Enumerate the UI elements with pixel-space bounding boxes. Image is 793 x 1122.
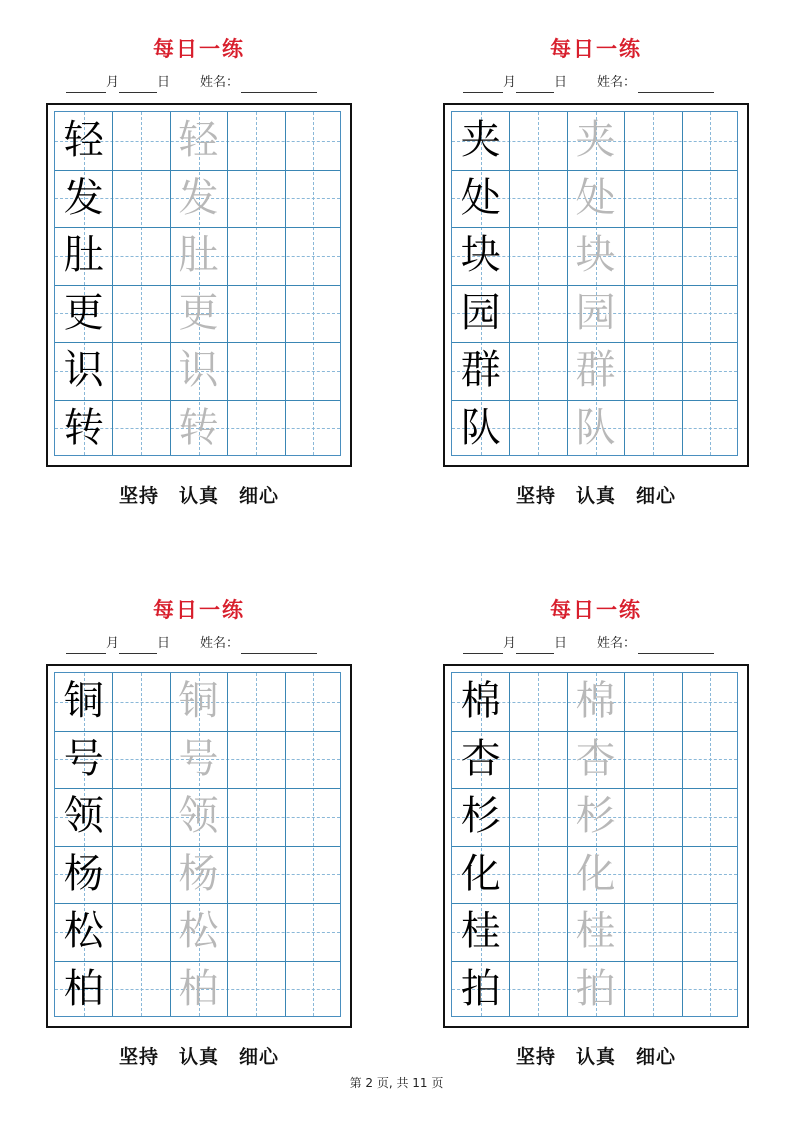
model-character: 块 — [460, 232, 501, 278]
model-character: 拍 — [460, 965, 501, 1012]
trace-character: 拍 — [575, 965, 616, 1012]
cell-line — [624, 673, 625, 1016]
trace-character: 柏 — [178, 965, 219, 1012]
trace-character: 化 — [575, 850, 616, 897]
cell-line — [112, 673, 113, 1016]
month-label: 月 — [503, 636, 517, 651]
day-blank[interactable] — [516, 638, 554, 654]
trace-character: 队 — [575, 404, 616, 451]
page-footer: 第 2 页, 共 11 页 — [349, 1076, 444, 1090]
cell-line — [509, 112, 510, 455]
model-character: 肚 — [63, 232, 104, 278]
model-character: 园 — [460, 289, 501, 336]
cell-line — [227, 112, 228, 455]
date-name-line — [66, 634, 356, 654]
practice-frame — [443, 103, 749, 467]
guide-line — [538, 112, 539, 455]
model-character: 转 — [63, 404, 104, 451]
motto-word: 细心 — [239, 485, 280, 507]
model-character: 松 — [63, 908, 104, 954]
cell-line — [285, 112, 286, 455]
motto-word: 细心 — [239, 1046, 280, 1068]
name-label: 姓名： — [200, 636, 240, 651]
guide-line — [256, 112, 257, 455]
tianzige-grid — [451, 672, 738, 1017]
cell-line — [682, 112, 683, 455]
cell-line — [624, 112, 625, 455]
day-blank[interactable] — [119, 77, 157, 93]
motto — [46, 481, 352, 508]
model-character: 铜 — [63, 678, 104, 724]
practice-frame — [443, 664, 749, 1028]
model-character: 桂 — [460, 908, 501, 954]
day-blank[interactable] — [516, 77, 554, 93]
day-label: 日 — [157, 636, 171, 651]
month-label: 月 — [106, 75, 120, 90]
model-character: 柏 — [63, 965, 104, 1012]
model-character: 更 — [63, 289, 104, 336]
cell-line — [682, 673, 683, 1016]
motto-word: 坚持 — [515, 1046, 556, 1068]
motto-word: 认真 — [178, 1046, 219, 1068]
motto — [46, 1042, 352, 1069]
trace-character: 领 — [178, 793, 219, 839]
trace-character: 园 — [575, 289, 616, 336]
motto-word: 坚持 — [515, 485, 556, 507]
cell-line — [509, 673, 510, 1016]
trace-character: 杨 — [178, 850, 219, 897]
day-blank[interactable] — [119, 638, 157, 654]
motto — [443, 481, 749, 508]
model-character: 杉 — [460, 793, 501, 839]
name-label: 姓名： — [597, 636, 637, 651]
model-character: 轻 — [63, 117, 104, 163]
model-character: 领 — [63, 793, 104, 839]
trace-character: 转 — [178, 404, 219, 451]
guide-line — [710, 112, 711, 455]
name-blank[interactable] — [638, 638, 714, 654]
panel-title: 每日一练 — [153, 597, 245, 622]
model-character: 号 — [63, 735, 104, 782]
cell-line — [112, 112, 113, 455]
name-blank[interactable] — [638, 77, 714, 93]
model-character: 队 — [460, 404, 501, 451]
trace-character: 群 — [575, 347, 616, 393]
panel-title: 每日一练 — [153, 36, 245, 61]
tianzige-grid — [451, 111, 738, 456]
name-blank[interactable] — [241, 77, 317, 93]
month-blank[interactable] — [66, 77, 106, 93]
model-character: 杏 — [460, 735, 501, 782]
name-label: 姓名： — [597, 75, 637, 90]
trace-character: 轻 — [178, 117, 219, 163]
month-label: 月 — [106, 636, 120, 651]
motto-word: 细心 — [636, 1046, 677, 1068]
trace-character: 识 — [178, 347, 219, 393]
motto — [443, 1042, 749, 1069]
name-label: 姓名： — [200, 75, 240, 90]
model-character: 处 — [460, 174, 501, 221]
tianzige-grid — [54, 111, 341, 456]
cell-line — [227, 673, 228, 1016]
practice-frame — [46, 103, 352, 467]
model-character: 发 — [63, 174, 104, 221]
model-character: 夹 — [460, 117, 501, 163]
guide-line — [710, 673, 711, 1016]
day-label: 日 — [157, 75, 171, 90]
motto-word: 认真 — [575, 1046, 616, 1068]
month-label: 月 — [503, 75, 517, 90]
motto-word: 认真 — [178, 485, 219, 507]
cell-line — [285, 673, 286, 1016]
month-blank[interactable] — [463, 638, 503, 654]
trace-character: 夹 — [575, 117, 616, 163]
date-name-line — [463, 73, 753, 93]
trace-character: 处 — [575, 174, 616, 221]
guide-line — [256, 673, 257, 1016]
model-character: 群 — [460, 347, 501, 393]
trace-character: 肚 — [178, 232, 219, 278]
month-blank[interactable] — [66, 638, 106, 654]
trace-character: 杉 — [575, 793, 616, 839]
trace-character: 棉 — [575, 678, 616, 724]
trace-character: 更 — [178, 289, 219, 336]
model-character: 杨 — [63, 850, 104, 897]
day-label: 日 — [554, 75, 568, 90]
tianzige-grid — [54, 672, 341, 1017]
model-character: 棉 — [460, 678, 501, 724]
month-blank[interactable] — [463, 77, 503, 93]
motto-word: 认真 — [575, 485, 616, 507]
trace-character: 铜 — [178, 678, 219, 724]
trace-character: 块 — [575, 232, 616, 278]
guide-line — [313, 112, 314, 455]
motto-word: 细心 — [636, 485, 677, 507]
name-blank[interactable] — [241, 638, 317, 654]
panel-title: 每日一练 — [550, 597, 642, 622]
date-name-line — [463, 634, 753, 654]
practice-frame — [46, 664, 352, 1028]
guide-line — [141, 673, 142, 1016]
guide-line — [653, 673, 654, 1016]
guide-line — [313, 673, 314, 1016]
trace-character: 号 — [178, 735, 219, 782]
trace-character: 桂 — [575, 908, 616, 954]
day-label: 日 — [554, 636, 568, 651]
guide-line — [141, 112, 142, 455]
panel-title: 每日一练 — [550, 36, 642, 61]
guide-line — [538, 673, 539, 1016]
trace-character: 杏 — [575, 735, 616, 782]
motto-word: 坚持 — [118, 1046, 159, 1068]
trace-character: 松 — [178, 908, 219, 954]
model-character: 化 — [460, 850, 501, 897]
guide-line — [653, 112, 654, 455]
model-character: 识 — [63, 347, 104, 393]
date-name-line — [66, 73, 356, 93]
motto-word: 坚持 — [118, 485, 159, 507]
trace-character: 发 — [178, 174, 219, 221]
